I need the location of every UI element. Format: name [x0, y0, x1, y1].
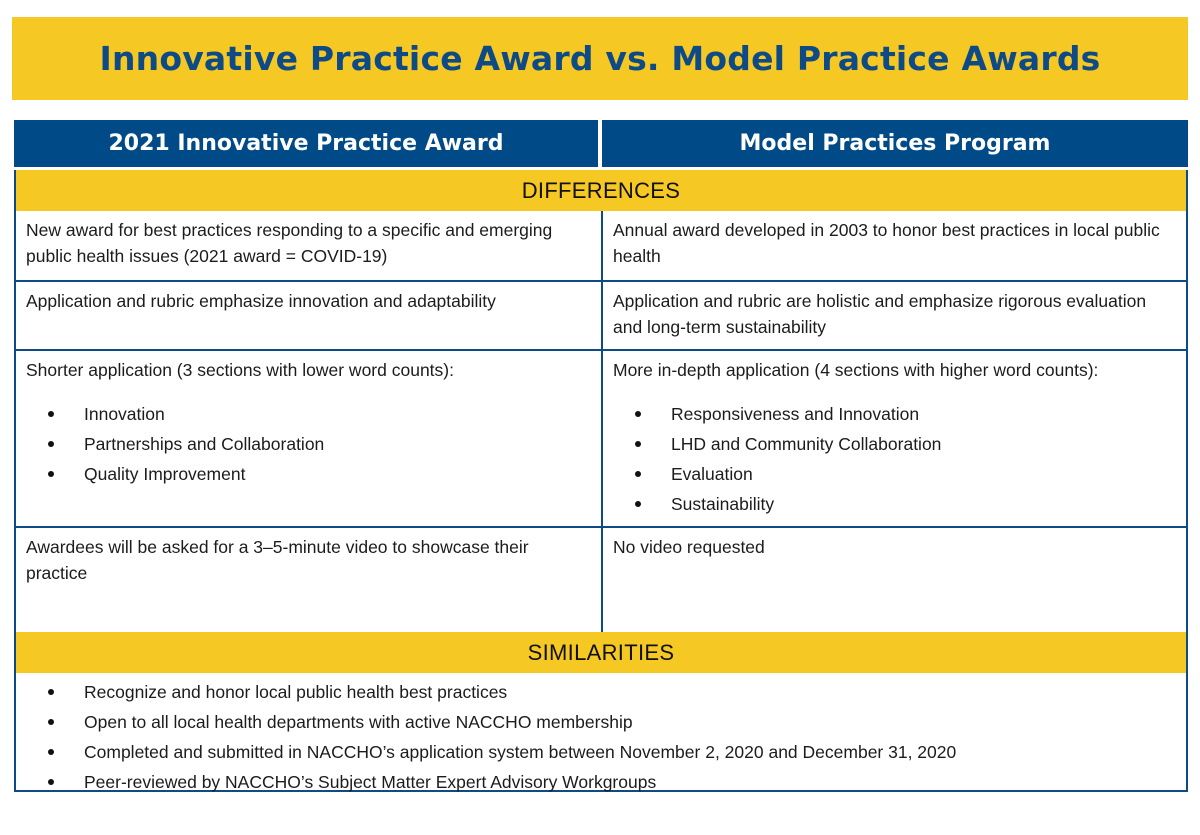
list-item: Peer-reviewed by NACCHO’s Subject Matter Expert Advisory Workgroups: [26, 767, 1176, 797]
title-banner: [12, 17, 1188, 100]
table-row: [16, 349, 1186, 526]
table-cell: [603, 351, 1186, 526]
table-cell: Application and rubric emphasize innovation and adaptability: [16, 282, 603, 349]
table-cell: Application and rubric are holistic and emphasize rigorous evaluation and long-term sustainability: [613, 291, 1147, 337]
cell-intro-text: More in-depth application (4 sections with higher word counts):: [613, 360, 1099, 380]
table-row: [16, 211, 1186, 280]
list-item: Partnerships and Collaboration: [26, 429, 591, 459]
column-header-row: [14, 120, 1188, 167]
list-item: Evaluation: [613, 459, 1176, 489]
table-cell: No video requested: [613, 537, 765, 557]
table-cell: Annual award developed in 2003 to honor best practices in local public health: [613, 220, 1160, 266]
cell-intro-text: Shorter application (3 sections with lower word counts):: [26, 360, 454, 380]
list-item: Quality Improvement: [26, 459, 591, 489]
differences-heading: DIFFERENCES: [16, 170, 1186, 211]
list-item: Innovation: [26, 399, 591, 429]
column-header-innovative-practice: 2021 Innovative Practice Award: [14, 120, 598, 167]
list-item: Sustainability: [613, 489, 1176, 519]
table-cell: Awardees will be asked for a 3–5-minute video to showcase their practice: [16, 528, 603, 632]
page-title: Innovative Practice Award vs. Model Practice Awards: [99, 39, 1101, 78]
list-item: LHD and Community Collaboration: [613, 429, 1176, 459]
table-cell: [16, 351, 603, 526]
list-item: Completed and submitted in NACCHO’s application system between November 2, 2020 and December 31, 2020: [26, 737, 1176, 767]
list-item: Recognize and honor local public health best practices: [26, 677, 1176, 707]
table-row: [16, 526, 1186, 632]
column-header-model-practices: Model Practices Program: [602, 120, 1188, 167]
comparison-table: [14, 170, 1188, 792]
section-list: [26, 399, 591, 489]
table-cell: New award for best practices responding to a specific and emerging public health issues (2021 award = COVID-19): [16, 211, 603, 280]
similarities-heading: SIMILARITIES: [16, 632, 1186, 673]
list-item: Responsiveness and Innovation: [613, 399, 1176, 429]
list-item: Open to all local health departments with active NACCHO membership: [26, 707, 1176, 737]
similarities-list: [16, 673, 1186, 803]
section-list: [613, 399, 1176, 519]
table-row: [16, 280, 1186, 349]
